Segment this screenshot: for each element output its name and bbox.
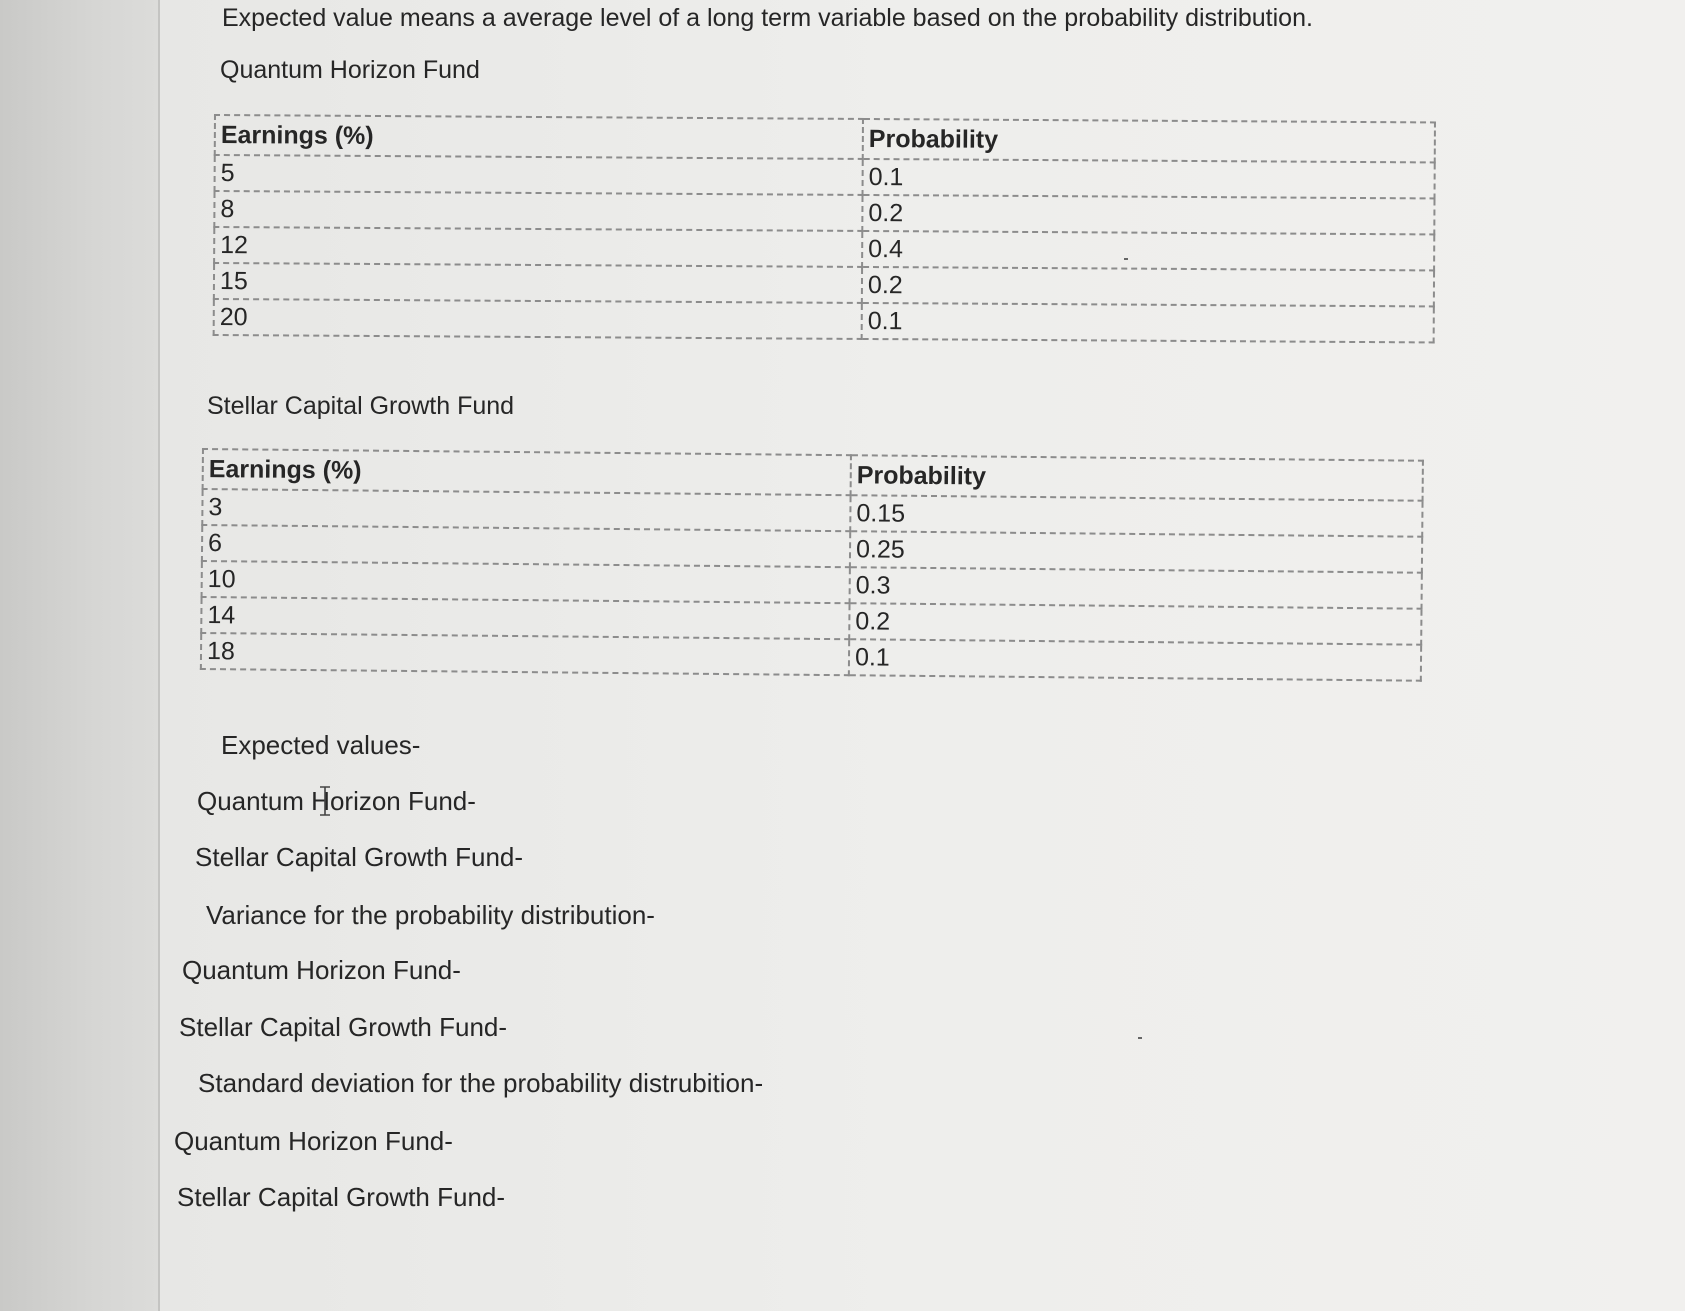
probability-cell: 0.1 — [863, 159, 1435, 198]
std-dev-stellar-label: Stellar Capital Growth Fund- — [177, 1182, 506, 1212]
earnings-cell: 5 — [215, 155, 863, 195]
probability-header: Probability — [851, 455, 1423, 500]
text-cursor-icon — [318, 786, 332, 816]
variance-quantum-label: Quantum Horizon Fund- — [182, 955, 461, 985]
speck-mark — [1138, 1037, 1142, 1039]
probability-cell: 0.2 — [862, 267, 1434, 306]
expected-values-heading: Expected values- — [221, 730, 421, 760]
table-row — [214, 299, 1434, 342]
expected-stellar-label: Stellar Capital Growth Fund- — [195, 842, 524, 872]
left-rail-line — [44, 0, 47, 1311]
probability-cell: 0.1 — [849, 639, 1421, 680]
quantum-horizon-table — [213, 114, 1436, 343]
content-border — [158, 0, 160, 1311]
earnings-cell: 6 — [202, 525, 850, 567]
earnings-cell: 15 — [214, 263, 862, 303]
probability-cell: 0.3 — [850, 567, 1422, 608]
speck-mark — [1124, 258, 1128, 260]
earnings-cell: 20 — [214, 299, 862, 339]
earnings-cell: 14 — [201, 597, 849, 639]
probability-cell: 0.25 — [850, 531, 1422, 572]
probability-cell: 0.2 — [862, 195, 1434, 234]
probability-cell: 0.2 — [849, 603, 1421, 644]
fund-title-quantum: Quantum Horizon Fund — [220, 56, 480, 84]
probability-header: Probability — [863, 119, 1435, 162]
std-dev-heading: Standard deviation for the probability distrubition- — [198, 1068, 764, 1098]
fund-title-stellar: Stellar Capital Growth Fund — [207, 392, 515, 420]
earnings-cell: 3 — [202, 489, 850, 531]
expected-quantum-label: Quantum Horizon Fund- — [197, 786, 476, 816]
probability-cell: 0.1 — [862, 303, 1434, 342]
left-margin — [0, 0, 160, 1311]
earnings-cell: 12 — [214, 227, 862, 267]
earnings-cell: 8 — [214, 191, 862, 231]
earnings-header: Earnings (%) — [203, 449, 851, 495]
probability-cell: 0.4 — [862, 231, 1434, 270]
intro-text: Expected value means a average level of a long term variable based on the probability distribution. — [222, 4, 1313, 32]
earnings-cell: 18 — [201, 633, 849, 675]
variance-heading: Variance for the probability distribution- — [206, 900, 655, 930]
std-dev-quantum-label: Quantum Horizon Fund- — [174, 1126, 453, 1156]
earnings-cell: 10 — [202, 561, 850, 603]
variance-stellar-label: Stellar Capital Growth Fund- — [179, 1012, 508, 1042]
probability-cell: 0.15 — [850, 495, 1422, 536]
earnings-header: Earnings (%) — [215, 115, 863, 159]
stellar-capital-table — [200, 448, 1424, 682]
